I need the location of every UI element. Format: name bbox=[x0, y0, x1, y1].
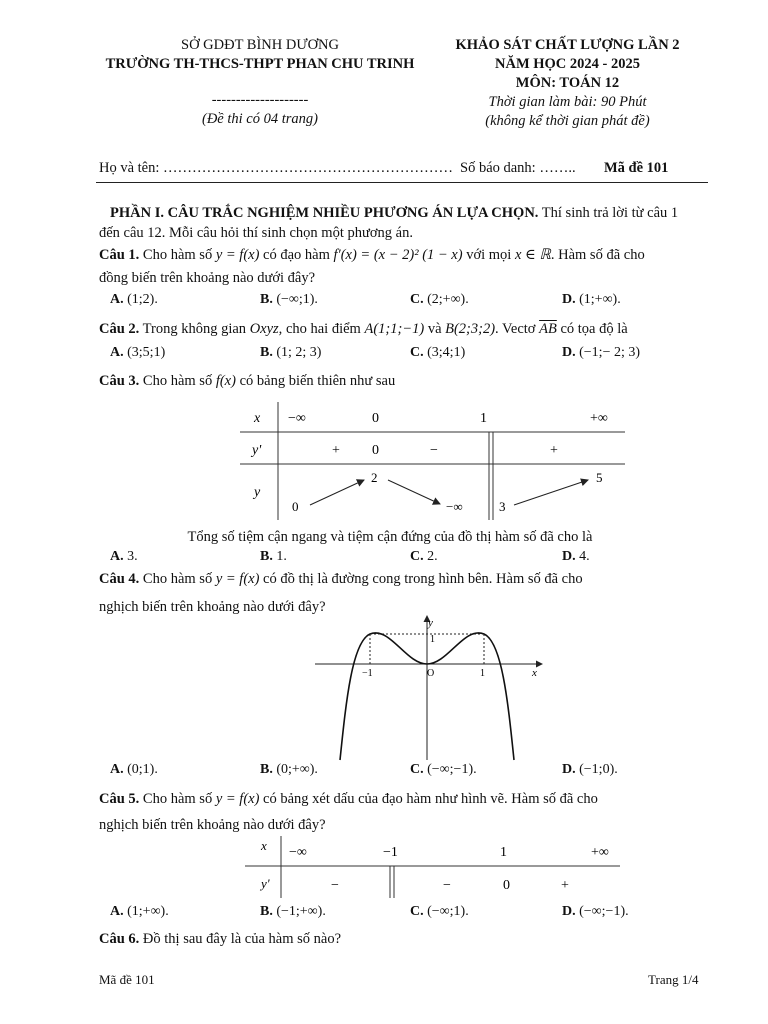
q4-graph bbox=[310, 612, 550, 762]
q1-option-c-text: (2;+∞). bbox=[427, 292, 469, 307]
q4-option-d[interactable]: D. (−1;0). bbox=[562, 762, 618, 777]
q2-option-a-text: (3;5;1) bbox=[127, 345, 166, 360]
q5-option-c-text: (−∞;1). bbox=[427, 904, 469, 919]
q5-line1 bbox=[99, 788, 694, 810]
school-name: TRƯỜNG TH-THCS-THPT PHAN CHU TRINH bbox=[105, 56, 415, 72]
dept-name: SỞ GDĐT BÌNH DƯƠNG bbox=[181, 37, 339, 53]
q3-option-b[interactable]: B. 1. bbox=[260, 549, 287, 564]
q1-derivative: f′(x) = (x − 2)² (1 − x) bbox=[333, 247, 463, 263]
q2-text: có tọa độ là bbox=[556, 321, 628, 337]
footer-page: Trang 1/4 bbox=[648, 972, 699, 987]
tick-label: 1 bbox=[480, 668, 485, 679]
pages-note: (Đề thi có 04 trang) bbox=[202, 111, 318, 127]
q3-x-label: x bbox=[254, 411, 261, 426]
q5-x-label: x bbox=[261, 838, 267, 853]
q3-x-value: 1 bbox=[480, 411, 487, 426]
part1-instr: Thí sinh trả lời từ câu 1 bbox=[538, 205, 679, 221]
q1-option-a-text: (1;2). bbox=[127, 292, 158, 307]
q3-question: Tổng số tiệm cận ngang và tiệm cận đứng của đồ thị hàm số đã cho là bbox=[187, 529, 593, 545]
q1-label: Câu 1. bbox=[99, 247, 140, 263]
q3-option-c[interactable]: C. 2. bbox=[410, 549, 438, 564]
q5-sign: − bbox=[443, 878, 451, 893]
q2-option-a[interactable]: A. (3;5;1) bbox=[110, 345, 166, 360]
q5-option-d-text: (−∞;−1). bbox=[579, 904, 629, 919]
q6-text: Đồ thị sau đây là của hàm số nào? bbox=[139, 931, 342, 947]
header-divider bbox=[96, 182, 708, 183]
q3-sign: + bbox=[332, 443, 340, 458]
q2-option-d[interactable]: D. (−1;− 2; 3) bbox=[562, 345, 641, 360]
y-axis-label: y bbox=[428, 617, 433, 629]
q5-option-c[interactable]: C. (−∞;1). bbox=[410, 904, 469, 919]
header-left bbox=[105, 36, 415, 129]
q5-option-d[interactable]: D. (−∞;−1). bbox=[562, 904, 629, 919]
q1-text: có đạo hàm bbox=[259, 247, 334, 263]
q2-point-a: A(1;1;−1) bbox=[364, 321, 425, 337]
q1-option-c[interactable]: C. (2;+∞). bbox=[410, 292, 469, 307]
header-right bbox=[440, 36, 695, 131]
q5-sign: 0 bbox=[503, 878, 510, 893]
q4-label: Câu 4. bbox=[99, 571, 140, 587]
q1-option-b[interactable]: B. (−∞;1). bbox=[260, 292, 318, 307]
q2-option-b-text: (1; 2; 3) bbox=[276, 345, 322, 360]
q1-option-d-text: (1;+∞). bbox=[579, 292, 621, 307]
q3-y-value: 3 bbox=[499, 499, 506, 514]
q1-option-b-text: (−∞;1). bbox=[276, 292, 318, 307]
q2-vector: $\overline{AB}$ bbox=[539, 321, 557, 337]
q5-line2: nghịch biến trên khoảng nào dưới đây? bbox=[99, 817, 326, 833]
q6-label: Câu 6. bbox=[99, 931, 140, 947]
q2-space: Oxyz, bbox=[249, 321, 283, 337]
q3-arrow bbox=[388, 480, 440, 504]
q1-option-a[interactable]: A. (1;2). bbox=[110, 292, 158, 307]
q3-option-b-text: 1. bbox=[276, 549, 287, 564]
q5-sign-table bbox=[245, 836, 625, 900]
q5-function: y = f(x) bbox=[215, 791, 260, 807]
q5-x-value: +∞ bbox=[591, 845, 609, 860]
q3-option-d-text: 4. bbox=[579, 549, 590, 564]
q2-option-c-text: (3;4;1) bbox=[427, 345, 466, 360]
q4-line1 bbox=[99, 568, 694, 590]
tick-label: −1 bbox=[362, 668, 373, 679]
q3-option-a[interactable]: A. 3. bbox=[110, 549, 138, 564]
student-name-field: Họ và tên: …………………………………………………… bbox=[99, 160, 454, 176]
q4-text: có đồ thị là đường cong trong hình bên. Hàm số đã cho bbox=[259, 571, 583, 587]
footer-code: Mã đề 101 bbox=[99, 972, 155, 987]
q3-line1 bbox=[99, 370, 694, 392]
q3-sign: − bbox=[430, 443, 438, 458]
q3-x-value: −∞ bbox=[288, 411, 306, 426]
subject: MÔN: TOÁN 12 bbox=[515, 75, 620, 91]
q4-text: Cho hàm số bbox=[139, 571, 216, 587]
q3-x-value: 0 bbox=[372, 411, 379, 426]
q4-option-c-text: (−∞;−1). bbox=[427, 762, 477, 777]
q2-option-d-text: (−1;− 2; 3) bbox=[579, 345, 641, 360]
time-note: (không kể thời gian phát đề) bbox=[485, 113, 650, 129]
part1-title: PHẦN I. CÂU TRẮC NGHIỆM NHIỀU PHƯƠNG ÁN LỰA CHỌN. bbox=[110, 205, 539, 221]
q4-option-a[interactable]: A. (0;1). bbox=[110, 762, 158, 777]
q3-label: Câu 3. bbox=[99, 373, 140, 389]
q1-domain: x ∈ ℝ bbox=[514, 247, 551, 263]
q2-text: . Vectơ bbox=[495, 321, 540, 337]
q2-option-b[interactable]: B. (1; 2; 3) bbox=[260, 345, 322, 360]
q2-option-c[interactable]: C. (3;4;1) bbox=[410, 345, 466, 360]
q5-sign: − bbox=[331, 878, 339, 893]
q5-option-b[interactable]: B. (−1;+∞). bbox=[260, 904, 326, 919]
q1-line1 bbox=[99, 244, 694, 266]
q4-line2: nghịch biến trên khoảng nào dưới đây? bbox=[99, 599, 326, 615]
q6-line1 bbox=[99, 928, 694, 950]
q4-option-d-text: (−1;0). bbox=[579, 762, 618, 777]
q3-y-value: 2 bbox=[371, 470, 378, 485]
q1-option-d[interactable]: D. (1;+∞). bbox=[562, 292, 621, 307]
q4-option-b[interactable]: B. (0;+∞). bbox=[260, 762, 318, 777]
q3-sign: 0 bbox=[372, 443, 379, 458]
q5-sign: + bbox=[561, 878, 569, 893]
q5-x-value: 1 bbox=[500, 845, 507, 860]
q1-text: . Hàm số đã cho bbox=[550, 247, 645, 263]
q5-x-value: −∞ bbox=[289, 845, 307, 860]
q3-option-c-text: 2. bbox=[427, 549, 438, 564]
q5-option-a-text: (1;+∞). bbox=[127, 904, 169, 919]
q4-option-a-text: (0;1). bbox=[127, 762, 158, 777]
exam-title: KHẢO SÁT CHẤT LƯỢNG LẦN 2 bbox=[455, 37, 680, 53]
q2-text: và bbox=[424, 321, 446, 337]
q4-option-b-text: (0;+∞). bbox=[276, 762, 318, 777]
q2-text: cho hai điểm bbox=[282, 321, 365, 337]
q3-y-label: y bbox=[254, 485, 261, 500]
q1-text: Cho hàm số bbox=[139, 247, 216, 263]
q3-function: f(x) bbox=[215, 373, 236, 389]
q4-option-c[interactable]: C. (−∞;−1). bbox=[410, 762, 477, 777]
exam-code: Mã đề 101 bbox=[604, 160, 669, 176]
school-year: NĂM HỌC 2024 - 2025 bbox=[495, 56, 640, 72]
q2-label: Câu 2. bbox=[99, 321, 140, 337]
q5-text: Cho hàm số bbox=[139, 791, 216, 807]
tick-label: 1 bbox=[430, 634, 435, 645]
q5-option-b-text: (−1;+∞). bbox=[276, 904, 326, 919]
q1-text: với mọi bbox=[462, 247, 515, 263]
q5-yp-label: y' bbox=[261, 876, 270, 891]
q3-y-value: −∞ bbox=[446, 499, 463, 514]
part1-heading bbox=[110, 202, 705, 224]
header-dashes: -------------------- bbox=[211, 92, 309, 108]
q5-x-value: −1 bbox=[383, 845, 398, 860]
q3-text: Cho hàm số bbox=[139, 373, 216, 389]
q2-line1 bbox=[99, 318, 694, 340]
q3-yp-label: y' bbox=[252, 443, 262, 458]
q3-x-value: +∞ bbox=[590, 411, 608, 426]
q3-arrow bbox=[310, 480, 364, 505]
q2-point-b: B(2;3;2) bbox=[445, 321, 496, 337]
student-id-field: Số báo danh: …….. bbox=[460, 160, 576, 176]
q3-arrow bbox=[514, 480, 588, 505]
q5-label: Câu 5. bbox=[99, 791, 140, 807]
q1-function: y = f(x) bbox=[215, 247, 260, 263]
q1-line2: đồng biến trên khoảng nào dưới đây? bbox=[99, 270, 316, 286]
q3-option-d[interactable]: D. 4. bbox=[562, 549, 590, 564]
q3-y-value: 0 bbox=[292, 499, 299, 514]
exam-time: Thời gian làm bài: 90 Phút bbox=[488, 94, 647, 110]
q5-option-a[interactable]: A. (1;+∞). bbox=[110, 904, 169, 919]
q3-option-a-text: 3. bbox=[127, 549, 138, 564]
q3-text: có bảng biến thiên như sau bbox=[235, 373, 396, 389]
x-axis-label: x bbox=[532, 667, 537, 679]
origin-label: O bbox=[427, 668, 435, 679]
part1-instr-2: đến câu 12. Mỗi câu hỏi thí sinh chọn một phương án. bbox=[99, 225, 413, 241]
q3-variation-table bbox=[240, 402, 630, 522]
q2-text: Trong không gian bbox=[139, 321, 250, 337]
q3-sign: + bbox=[550, 443, 558, 458]
q4-function: y = f(x) bbox=[215, 571, 260, 587]
q3-y-value: 5 bbox=[596, 470, 603, 485]
q5-text: có bảng xét dấu của đạo hàm như hình vẽ. Hàm số đã cho bbox=[259, 791, 598, 807]
